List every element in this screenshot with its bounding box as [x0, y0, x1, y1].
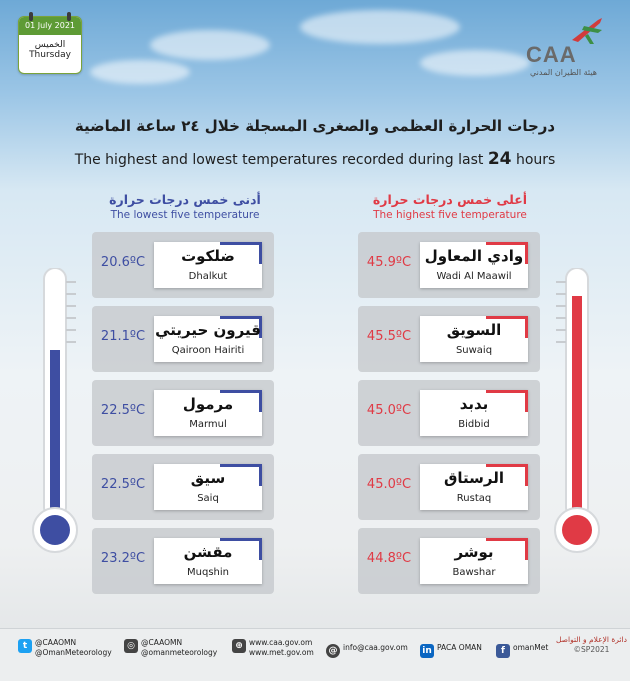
station-card	[420, 316, 528, 362]
footer-instagram[interactable]: ◎ @CAAOMN @omanmeteorology	[124, 638, 217, 658]
station-name-ar: مقشن	[183, 543, 233, 561]
hot-thermometer-icon	[552, 268, 602, 568]
lowest-row	[92, 306, 274, 372]
station-name-ar: بدبد	[459, 395, 489, 413]
twitter-icon: t	[18, 639, 32, 653]
station-name-ar: قيرون حيريتي	[155, 321, 261, 339]
temperature-value: 23.2ºC	[100, 551, 146, 566]
lowest-row	[92, 528, 274, 594]
page-title-ar: درجات الحرارة العظمى والصغرى المسجلة خلال ٢٤ ساعة الماضية	[74, 117, 556, 135]
footer	[0, 628, 630, 681]
station-name-en: Suwaiq	[455, 345, 493, 356]
instagram-icon: ◎	[124, 639, 138, 653]
station-name-en: Marmul	[189, 419, 227, 430]
cloud	[420, 50, 530, 76]
lowest-heading: أدنى خمس درجات حرارة The lowest five temperature	[109, 192, 261, 221]
at-icon: @	[326, 644, 340, 658]
footer-email[interactable]: @ info@caa.gov.om	[326, 643, 408, 653]
caa-logo	[520, 14, 612, 82]
station-name-ar: بوشر	[454, 543, 494, 561]
calendar-date: 01 July 2021	[19, 17, 81, 35]
station-card	[420, 464, 528, 510]
footer-linkedin[interactable]: in PACA OMAN	[420, 643, 482, 653]
cloud	[300, 10, 460, 44]
logo-subtitle: هيئة الطيران المدني	[530, 68, 597, 77]
footer-department: دائرة الإعلام و التواصل ©SP2021	[556, 635, 627, 654]
temperature-value: 21.1ºC	[100, 329, 146, 344]
cloud	[90, 60, 190, 84]
calendar-day-ar: الخميس	[34, 40, 66, 50]
temperature-value: 44.8ºC	[366, 551, 412, 566]
footer-websites[interactable]: ⊕ www.caa.gov.om www.met.gov.om	[232, 638, 314, 658]
station-name-ar: مرمول	[182, 395, 234, 413]
highest-row	[358, 306, 540, 372]
station-name-ar: الرستاق	[443, 469, 505, 487]
station-card	[420, 538, 528, 584]
cold-thermometer-icon	[30, 268, 80, 568]
station-name-en: Bawshar	[452, 567, 496, 578]
temperature-value: 45.0ºC	[366, 403, 412, 418]
highest-row	[358, 528, 540, 594]
station-card	[420, 390, 528, 436]
lowest-row	[92, 232, 274, 298]
station-card	[154, 242, 262, 288]
page-title-en: The highest and lowest temperatures recorded during last 24 hours	[74, 149, 556, 169]
linkedin-icon: in	[420, 644, 434, 658]
footer-twitter[interactable]: t @CAAOMN @OmanMeteorology	[18, 638, 112, 658]
highest-row	[358, 232, 540, 298]
cloud	[150, 30, 270, 60]
temperature-value: 22.5ºC	[100, 477, 146, 492]
temperature-value: 22.5ºC	[100, 403, 146, 418]
station-name-en: Rustaq	[456, 493, 492, 504]
station-name-en: Qairoon Hairiti	[171, 345, 245, 356]
station-name-en: Saiq	[197, 493, 219, 504]
temperature-value: 45.0ºC	[366, 477, 412, 492]
station-card	[154, 390, 262, 436]
footer-facebook[interactable]: f omanMet	[496, 643, 548, 653]
highest-heading: أعلى خمس درجات حرارة The highest five temperature	[372, 192, 528, 221]
station-card	[154, 538, 262, 584]
station-card	[154, 316, 262, 362]
calendar-day-en: Thursday	[29, 50, 71, 60]
lowest-row	[92, 380, 274, 446]
station-name-ar: وادي المعاول	[424, 247, 524, 265]
temperature-value: 20.6ºC	[100, 255, 146, 270]
station-name-en: Bidbid	[458, 419, 490, 430]
logo-name: CAA	[526, 42, 577, 67]
station-name-en: Wadi Al Maawil	[436, 271, 512, 282]
station-name-en: Dhalkut	[188, 271, 228, 282]
temperature-value: 45.9ºC	[366, 255, 412, 270]
station-card	[420, 242, 528, 288]
highest-row	[358, 454, 540, 520]
globe-icon: ⊕	[232, 639, 246, 653]
station-card	[154, 464, 262, 510]
facebook-icon: f	[496, 644, 510, 658]
station-name-ar: سيق	[190, 469, 226, 487]
station-name-ar: السويق	[446, 321, 502, 339]
date-calendar	[18, 16, 82, 74]
highest-row	[358, 380, 540, 446]
station-name-ar: ضلكوت	[181, 247, 235, 265]
lowest-row	[92, 454, 274, 520]
station-name-en: Muqshin	[187, 567, 229, 578]
temperature-value: 45.5ºC	[366, 329, 412, 344]
